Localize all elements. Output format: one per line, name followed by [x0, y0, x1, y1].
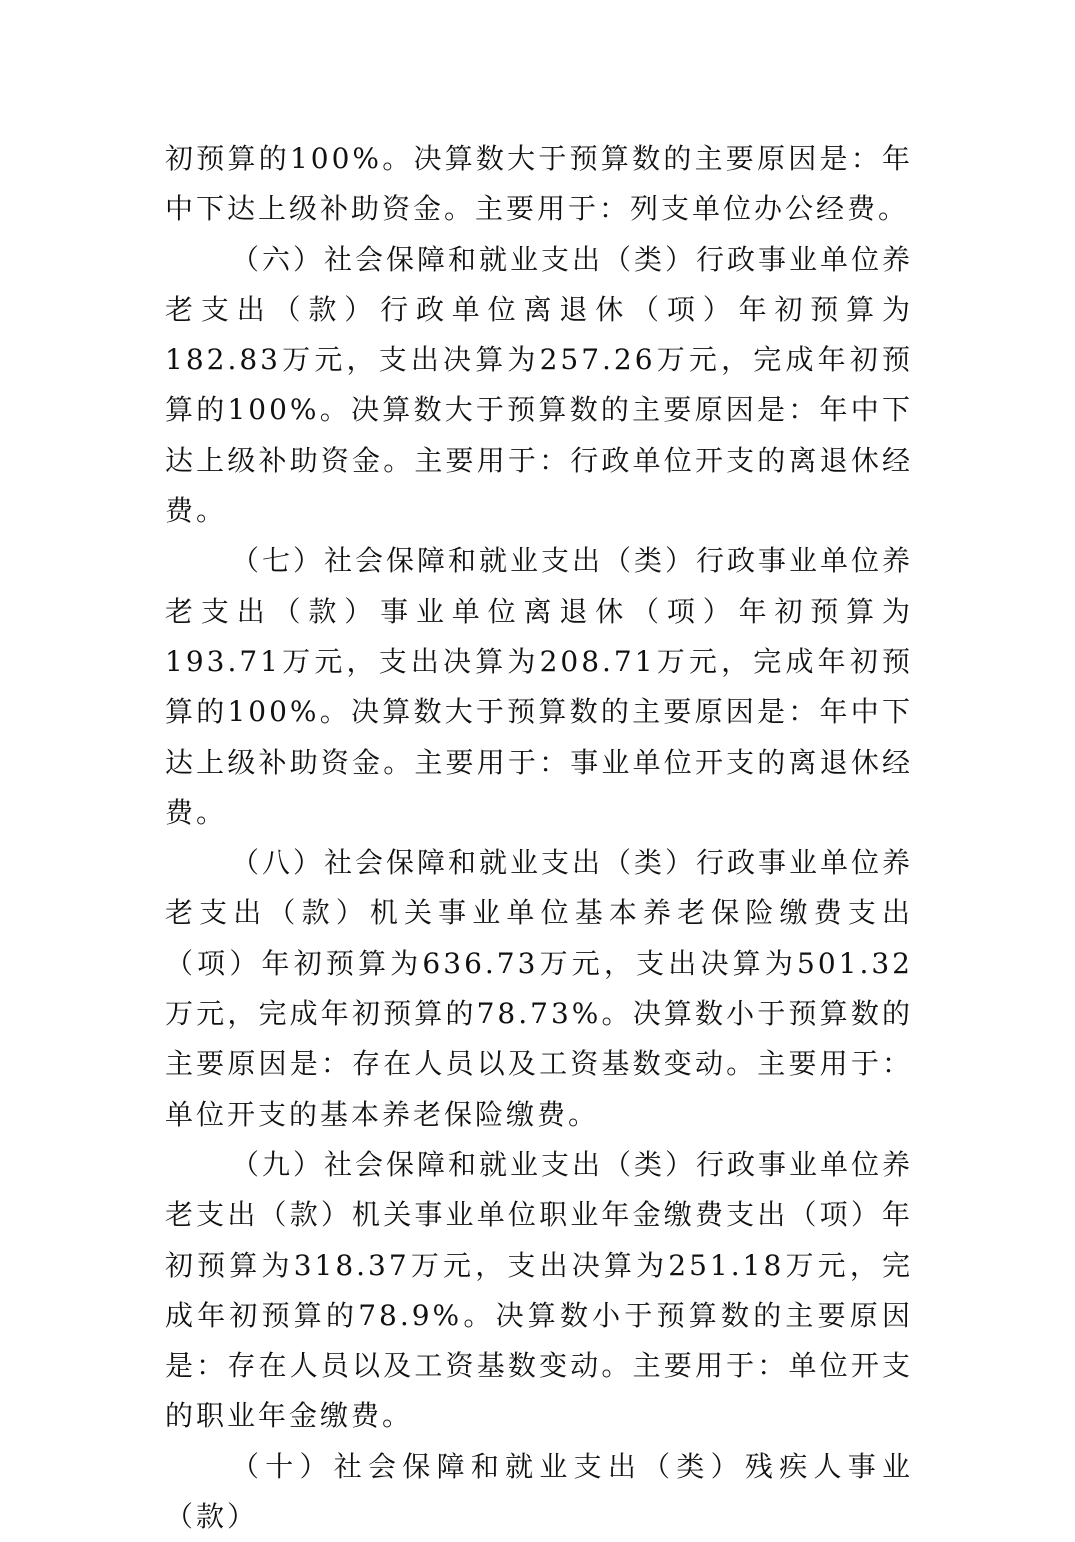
paragraph-six: （六）社会保障和就业支出（类）行政事业单位养老支出（款）行政单位离退休（项）年初预算为182.83万元，支出决算为257.26万元，完成年初预算的100%。决算数大于预算数的主要原因是：年中下达上级补助资金。主要用于：行政单位开支的离退休经费。: [165, 242, 914, 528]
paragraph-nine: （九）社会保障和就业支出（类）行政事业单位养老支出（款）机关事业单位职业年金缴费支出（项）年初预算为318.37万元，支出决算为251.18万元，完成年初预算的78.9%。决算数小于预算数的主要原因是：存在人员以及工资基数变动。主要用于：单位开支的职业年金缴费。: [165, 1147, 914, 1433]
paragraph-ten: （十）社会保障和就业支出（类）残疾人事业（款）: [165, 1449, 913, 1534]
paragraph-seven: （七）社会保障和就业支出（类）行政事业单位养老支出（款）事业单位离退休（项）年初预算为193.71万元，支出决算为208.71万元，完成年初预算的100%。决算数大于预算数的主要原因是：年中下达上级补助资金。主要用于：事业单位开支的离退休经费。: [165, 544, 914, 829]
paragraph-continuation: 初预算的100%。决算数大于预算数的主要原因是：年中下达上级补助资金。主要用于：列支单位办公经费。: [165, 142, 913, 226]
paragraph-eight: （八）社会保障和就业支出（类）行政事业单位养老支出（款）机关事业单位基本养老保险缴费支出（项）年初预算为636.73万元，支出决算为501.32万元，完成年初预算的78.73%。决算数小于预算数的主要原因是：存在人员以及工资基数变动。主要用于：单位开支的基本养老保险缴费。: [165, 846, 914, 1131]
document-body: [165, 134, 913, 1542]
